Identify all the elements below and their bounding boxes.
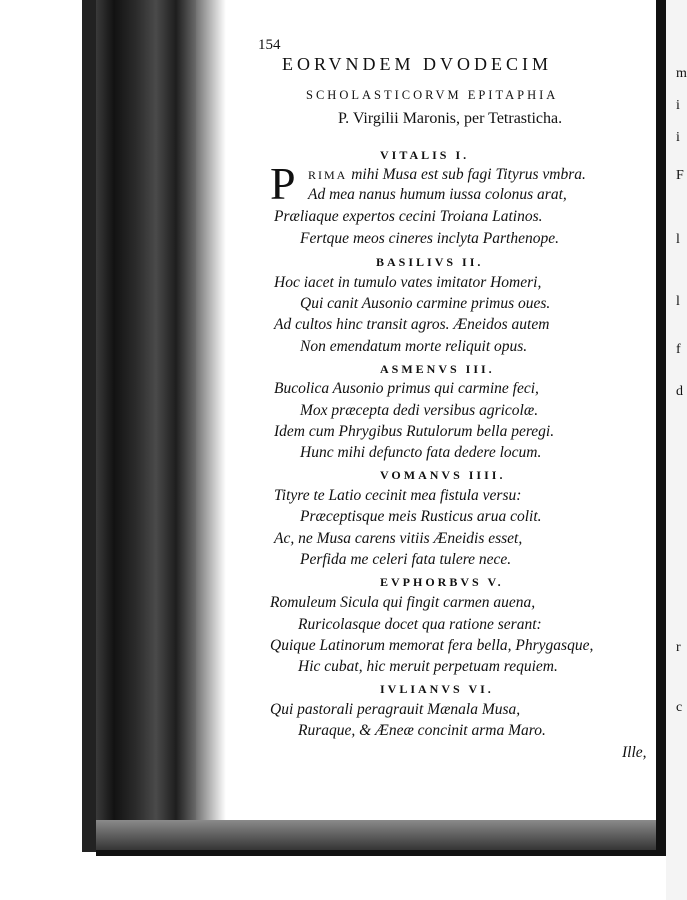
verse-line: Ruricolasque docet qua ratione serant: <box>298 616 542 633</box>
first-word: RIMA <box>308 168 348 182</box>
verse-line: Præliaque expertos cecini Troiana Latinos. <box>274 208 543 225</box>
verse-line: Bucolica Ausonio primus qui carmine feci, <box>274 380 539 397</box>
verse-line: Præceptisque meis Rusticus arua colit. <box>300 508 542 525</box>
facing-page-mark: l <box>676 232 680 247</box>
section-heading: ASMENVS III. <box>380 362 495 376</box>
section-heading: EVPHORBVS V. <box>380 575 504 589</box>
verse-line: Mox præcepta dedi versibus agricolæ. <box>300 402 539 419</box>
facing-page-mark: F <box>676 168 684 183</box>
verse-line: Romuleum Sicula qui fingit carmen auena, <box>270 594 536 611</box>
verse-line: Ad mea nanus humum iussa colonus arat, <box>308 186 567 203</box>
facing-page-mark: d <box>676 384 683 399</box>
facing-page-mark: m <box>676 66 687 81</box>
verse-line: Qui pastorali peragrauit Mænala Musa, <box>270 701 521 718</box>
verse-line: Ac, ne Musa carens vitiis Æneidis esset, <box>274 530 523 547</box>
facing-page-mark: r <box>676 640 681 655</box>
drop-capital: P <box>270 158 296 209</box>
section-heading: IVLIANVS VI. <box>380 682 494 696</box>
page-number: 154 <box>258 37 281 53</box>
verse-line: Qui canit Ausonio carmine primus oues. <box>300 295 551 312</box>
verse-line: Tityre te Latio cecinit mea fistula versu: <box>274 487 522 504</box>
facing-page-mark: i <box>676 130 680 145</box>
verse-line: Idem cum Phrygibus Rutulorum bella peregi. <box>274 423 555 440</box>
section-heading: BASILIVS II. <box>376 255 484 269</box>
verse-line: Ruraque, & Æneæ concinit arma Maro. <box>298 722 546 739</box>
facing-page-mark: i <box>676 98 680 113</box>
facing-page-mark: l <box>676 294 680 309</box>
verse-line: mihi Musa est sub fagi Tityrus vmbra. <box>351 166 586 183</box>
facing-page-mark: c <box>676 700 683 715</box>
section-heading: VITALIS I. <box>380 148 470 162</box>
verse-line: Quique Latinorum memorat fera bella, Phrygasque, <box>270 637 594 654</box>
page-subtitle: SCHOLASTICORVM EPITAPHIA <box>306 88 559 102</box>
facing-page-mark: f <box>676 342 681 357</box>
section-heading: VOMANVS IIII. <box>380 468 506 482</box>
catchword: Ille, <box>622 744 647 761</box>
verse-line: Fertque meos cineres inclyta Parthenope. <box>300 230 559 247</box>
verse-line: Hoc iacet in tumulo vates imitator Homeri, <box>274 274 542 291</box>
verse-line: Perfida me celeri fata tulere nece. <box>300 551 512 568</box>
verse-line: Ad cultos hinc transit agros. Æneidos autem <box>274 316 550 333</box>
page-subtitle-2: P. Virgilii Maronis, per Tetrasticha. <box>338 110 563 127</box>
verse-line: Non emendatum morte reliquit opus. <box>300 338 528 355</box>
verse-line: Hunc mihi defuncto fata dedere locum. <box>300 444 542 461</box>
verse-line: Hic cubat, hic meruit perpetuam requiem. <box>298 658 558 675</box>
page-title: EORVNDEM DVODECIM <box>282 54 553 74</box>
